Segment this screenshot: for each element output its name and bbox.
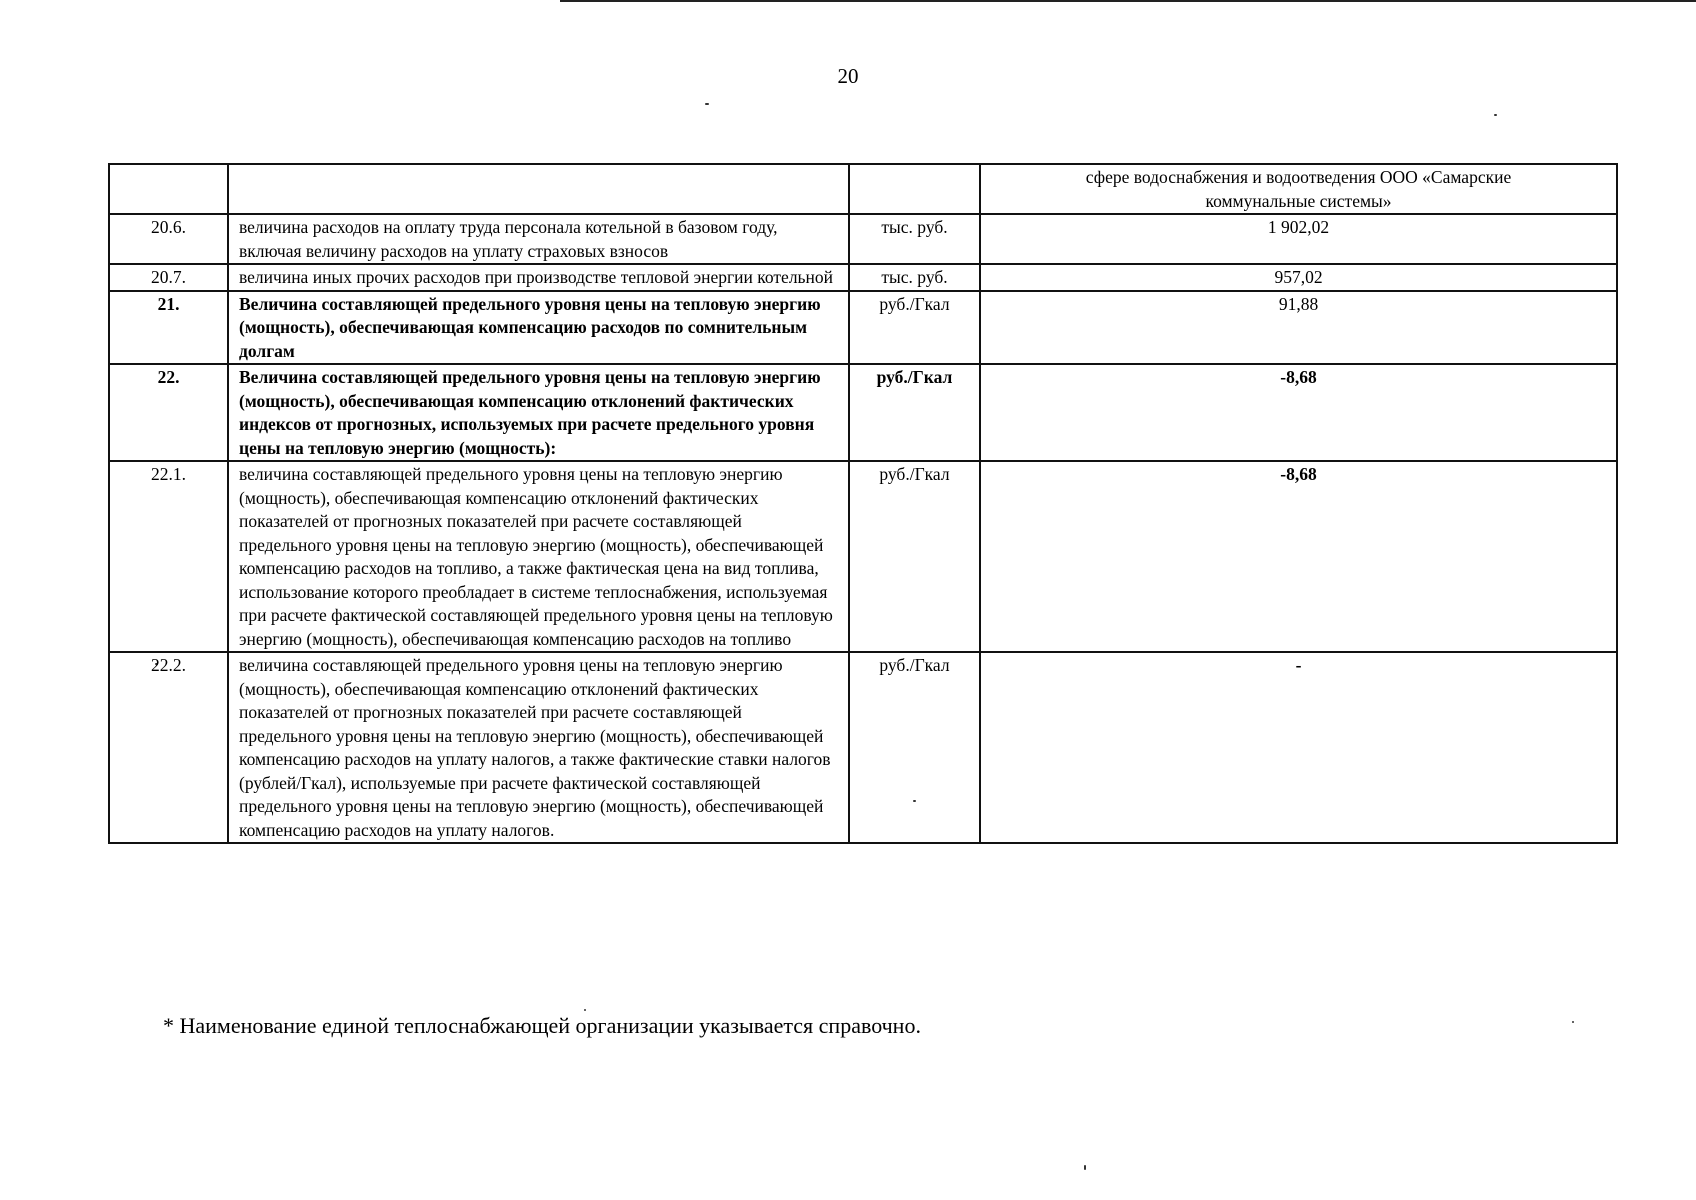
row-unit: тыс. руб.: [849, 264, 980, 291]
data-table: [108, 163, 1618, 844]
row-value: 1 902,02: [980, 214, 1617, 264]
table-row: [109, 461, 1617, 652]
table-row: [109, 652, 1617, 843]
scan-speck: [1494, 114, 1497, 116]
header-unit-cell: [849, 164, 980, 214]
row-unit: руб./Гкал: [849, 461, 980, 652]
row-description: Величина составляющей предельного уровня цены на тепловую энергию (мощность), обеспечивающая компенсацию расходов по сомнительным долгам: [228, 291, 849, 365]
row-value: -8,68: [980, 364, 1617, 461]
table-row: [109, 364, 1617, 461]
row-value: -8,68: [980, 461, 1617, 652]
footnote: * Наименование единой теплоснабжающей организации указывается справочно.: [163, 1013, 921, 1038]
header-desc-cell: [228, 164, 849, 214]
table-row: [109, 214, 1617, 264]
row-unit: тыс. руб.: [849, 214, 980, 264]
scan-edge-line: [560, 0, 1696, 2]
table-row: [109, 264, 1617, 291]
row-unit: руб./Гкал: [849, 291, 980, 365]
row-description: Величина составляющей предельного уровня цены на тепловую энергию (мощность), обеспечивающая компенсацию отклонений фактических индексов от прогнозных, используемых при расчете предельного уровня цены на тепловую энергию (мощность):: [228, 364, 849, 461]
row-number: 22.: [109, 364, 228, 461]
row-description: величина составляющей предельного уровня цены на тепловую энергию (мощность), обеспечивающая компенсацию отклонений фактических показателей от прогнозных показателей при расчете составляющей предельного уровня цены на тепловую энергию (мощность), обеспечивающей компенсацию расходов на уплату налогов, а также фактические ставки налогов (рублей/Гкал), используемые при расчете фактической составляющей предельного уровня цены на тепловую энергию (мощность), обеспечивающей компенсацию расходов на уплату налогов.: [228, 652, 849, 843]
table-header-row: [109, 164, 1617, 214]
row-value: 91,88: [980, 291, 1617, 365]
header-num-cell: [109, 164, 228, 214]
scan-speck: [584, 1009, 586, 1011]
row-number: 22.1.: [109, 461, 228, 652]
row-number: 20.7.: [109, 264, 228, 291]
page-number: 20: [837, 64, 859, 88]
row-number: 21.: [109, 291, 228, 365]
row-unit: руб./Гкал: [849, 364, 980, 461]
table-row: [109, 291, 1617, 365]
scan-speck: [1572, 1021, 1574, 1023]
row-description: величина иных прочих расходов при производстве тепловой энергии котельной: [228, 264, 849, 291]
row-description: величина составляющей предельного уровня цены на тепловую энергию (мощность), обеспечивающая компенсацию отклонений фактических показателей от прогнозных показателей при расчете составляющей предельного уровня цены на тепловую энергию (мощность), обеспечивающей компенсацию расходов на топливо, а также фактическая цена на вид топлива, использование которого преобладает в системе теплоснабжения, используемая при расчете фактической составляющей предельного уровня цены на тепловую энергию (мощность), обеспечивающая компенсацию расходов на топливо: [228, 461, 849, 652]
row-number: 22.2.: [109, 652, 228, 843]
scan-speck: [705, 103, 709, 105]
row-value: 957,02: [980, 264, 1617, 291]
row-number: 20.6.: [109, 214, 228, 264]
header-value-cell: сфере водоснабжения и водоотведения ООО «Самарские коммунальные системы»: [980, 164, 1617, 214]
row-description: величина расходов на оплату труда персонала котельной в базовом году, включая величину расходов на уплату страховых взносов: [228, 214, 849, 264]
row-unit: руб./Гкал: [849, 652, 980, 843]
row-value: -: [980, 652, 1617, 843]
scan-speck: [1084, 1165, 1086, 1170]
